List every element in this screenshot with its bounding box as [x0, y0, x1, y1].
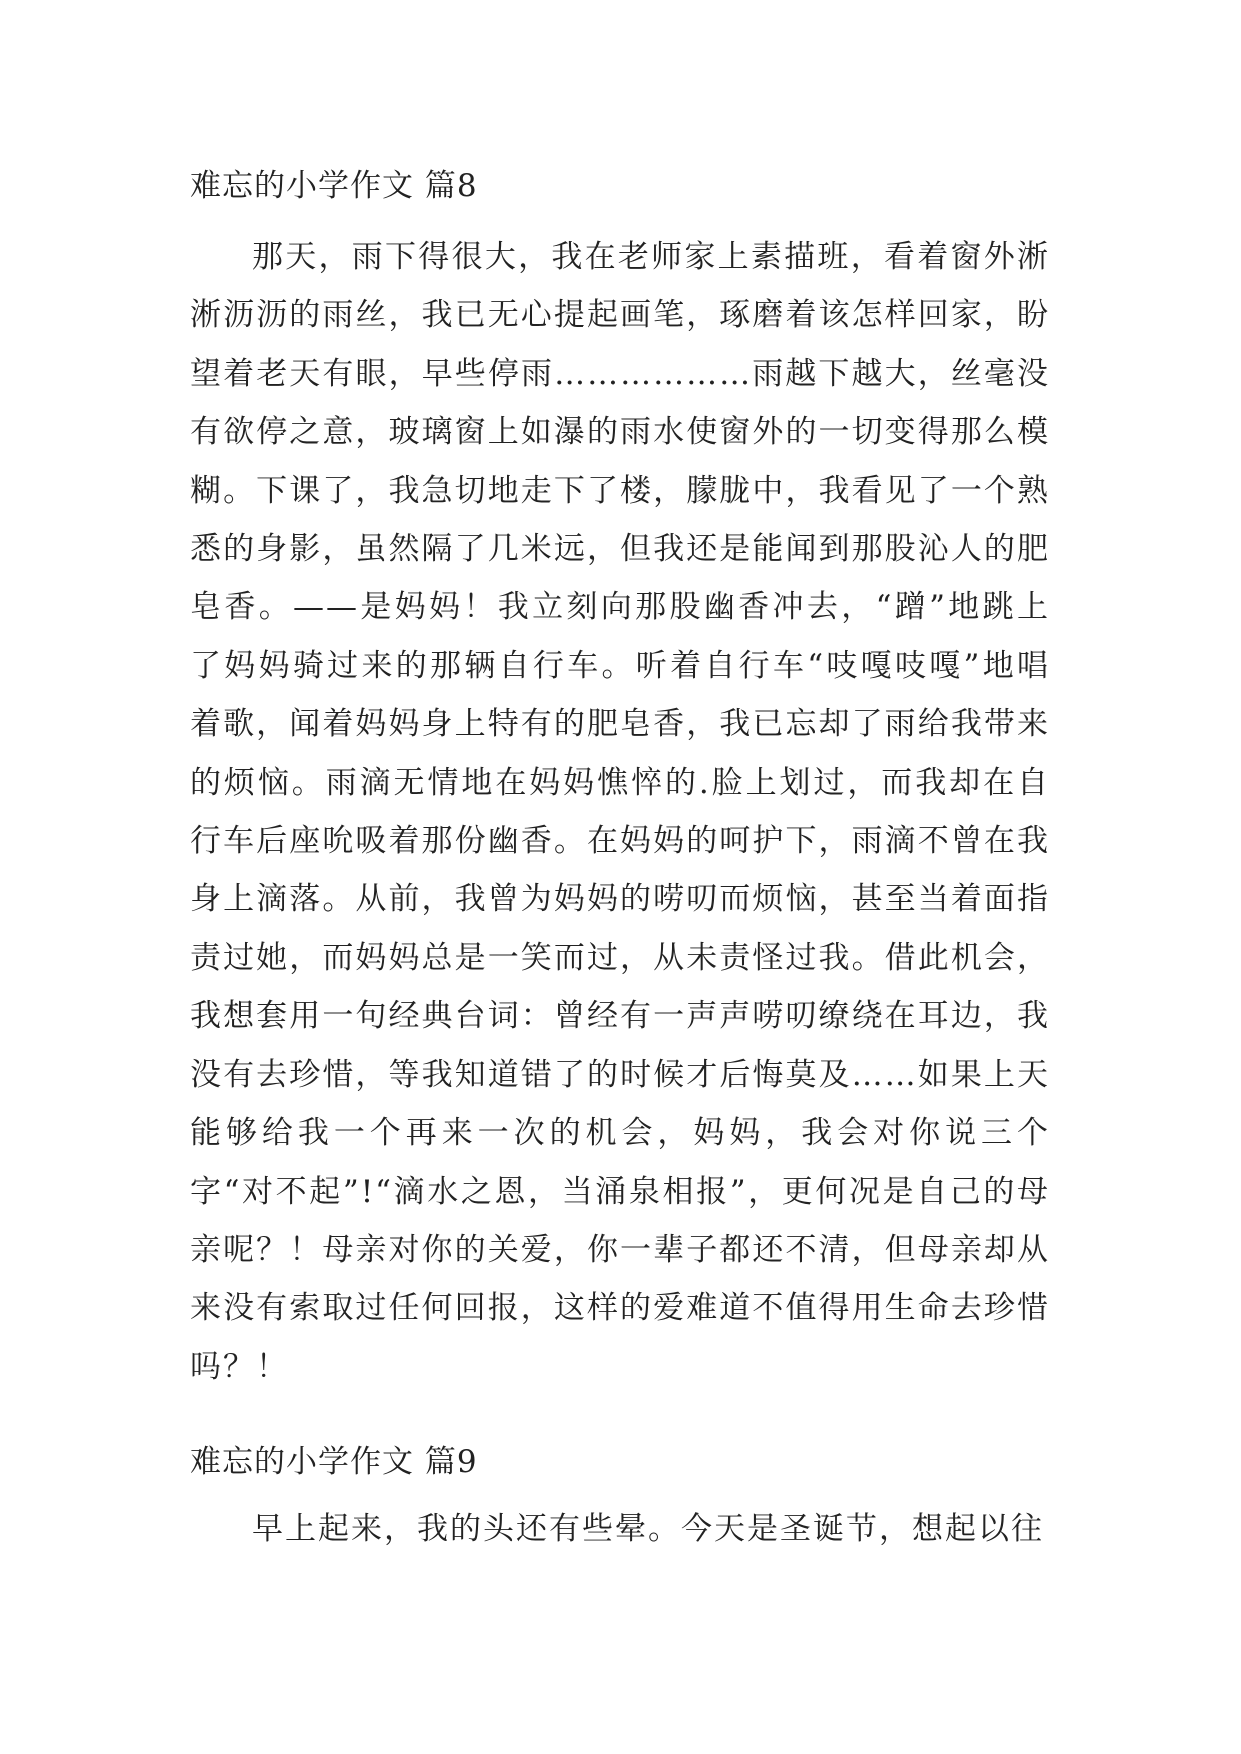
article-heading: 难忘的小学作文 篇9 — [190, 1444, 478, 1480]
article-paragraph: 早上起来，我的头还有些晕。今天是圣诞节，想起以往 — [252, 1511, 1044, 1547]
article-paragraph: 那天，雨下得很大，我在老师家上素描班，看着窗外淅淅沥沥的雨丝，我已无心提起画笔，琢磨着该怎样回家，盼望着老天有眼，早些停雨………………雨越下越大，丝毫没有欲停之意，玻璃窗上如瀑的雨水使窗外的一切变得那么模糊。下课了，我急切地走下了楼，朦胧中，我看见了一个熟悉的身影，虽然隔了几米远，但我还是能闻到那股沁人的肥皂香。——是妈妈！我立刻向那股幽香冲去，“蹭”地跳上了妈妈骑过来的那辆自行车。听着自行车“吱嘎吱嘎”地唱着歌，闻着妈妈身上特有的肥皂香，我已忘却了雨给我带来的烦恼。雨滴无情地在妈妈憔悴的.脸上划过，而我却在自行车后座吮吸着那份幽香。在妈妈的呵护下，雨滴不曾在我身上滴落。从前，我曾为妈妈的唠叨而烦恼，甚至当着面指责过她，而妈妈总是一笑而过，从未责怪过我。借此机会，我想套用一句经典台词：曾经有一声声唠叨缭绕在耳边，我没有去珍惜，等我知道错了的时候才后悔莫及……如果上天能够给我一个再来一次的机会，妈妈，我会对你说三个字“对不起”!“滴水之恩，当涌泉相报”，更何况是自己的母亲呢？！母亲对你的关爱，你一辈子都还不清，但母亲却从来没有索取过任何回报，这样的爱难道不值得用生命去珍惜吗？！ — [190, 239, 1050, 1385]
article-section-8 — [190, 166, 1050, 1396]
article-heading: 难忘的小学作文 篇8 — [190, 168, 478, 204]
article-section-9 — [190, 1442, 1050, 1558]
